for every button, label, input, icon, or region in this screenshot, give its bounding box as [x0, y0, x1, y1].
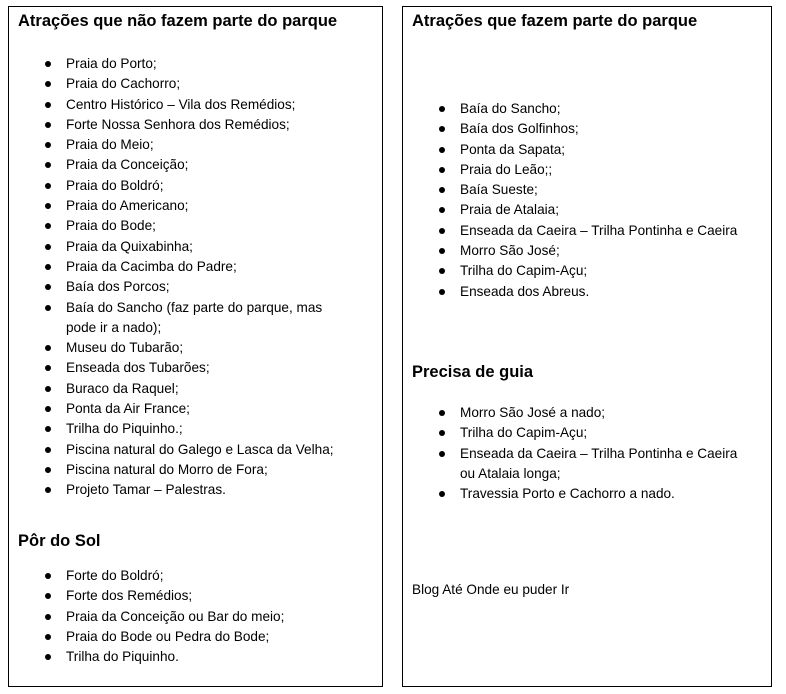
park-attractions-list — [403, 99, 737, 302]
list-item: Baía dos Porcos; — [9, 277, 334, 297]
list-item: Praia do Americano; — [9, 196, 334, 216]
list-item: Morro São José; — [403, 241, 737, 261]
left-column-box — [8, 6, 383, 687]
list-item: Travessia Porto e Cachorro a nado. — [403, 484, 737, 504]
list-item: Trilha do Capim-Açu; — [403, 423, 737, 443]
list-item: Centro Histórico – Vila dos Remédios; — [9, 95, 334, 115]
non-park-attractions-list — [9, 54, 334, 501]
list-item: Praia do Meio; — [9, 135, 334, 155]
list-item: Baía Sueste; — [403, 180, 737, 200]
list-item: Praia da Conceição ou Bar do meio; — [9, 607, 284, 627]
list-item: Ponta da Sapata; — [403, 140, 737, 160]
sunset-spots-list — [9, 566, 284, 667]
list-item: Piscina natural do Morro de Fora; — [9, 460, 334, 480]
list-item: Praia da Quixabinha; — [9, 237, 334, 257]
list-item: Trilha do Piquinho.; — [9, 419, 334, 439]
list-item: Piscina natural do Galego e Lasca da Velha; — [9, 440, 334, 460]
list-item: Praia do Cachorro; — [9, 74, 334, 94]
list-item: Baía dos Golfinhos; — [403, 119, 737, 139]
list-item: Praia do Boldró; — [9, 176, 334, 196]
list-item-line: Baía do Sancho (faz parte do parque, mas — [66, 299, 323, 315]
list-item — [9, 298, 334, 339]
list-item: Trilha do Capim-Açu; — [403, 261, 737, 281]
blog-credit: Blog Até Onde eu puder Ir — [412, 582, 570, 597]
guide-required-list — [403, 403, 737, 504]
list-item-line: Enseada da Caeira – Trilha Pontinha e Caeira — [460, 445, 738, 461]
list-item: Praia do Porto; — [9, 54, 334, 74]
right-column-box — [402, 6, 772, 687]
list-item: Enseada dos Abreus. — [403, 282, 737, 302]
list-item: Praia do Leão;; — [403, 160, 737, 180]
list-item: Praia da Conceição; — [9, 155, 334, 175]
list-item: Baía do Sancho; — [403, 99, 737, 119]
list-item: Praia de Atalaia; — [403, 200, 737, 220]
list-item: Praia do Bode; — [9, 216, 334, 236]
list-item-line: pode ir a nado); — [66, 319, 162, 335]
list-item: Ponta da Air France; — [9, 399, 334, 419]
list-item: Buraco da Raquel; — [9, 379, 334, 399]
sunset-heading: Pôr do Sol — [18, 532, 101, 550]
list-item: Museu do Tubarão; — [9, 338, 334, 358]
list-item: Forte do Boldró; — [9, 566, 284, 586]
list-item: Morro São José a nado; — [403, 403, 737, 423]
list-item — [403, 444, 737, 485]
list-item: Projeto Tamar – Palestras. — [9, 480, 334, 500]
park-attractions-heading: Atrações que fazem parte do parque — [412, 12, 698, 30]
list-item: Forte Nossa Senhora dos Remédios; — [9, 115, 334, 135]
list-item: Enseada da Caeira – Trilha Pontinha e Caeira — [403, 221, 737, 241]
list-item: Praia da Cacimba do Padre; — [9, 257, 334, 277]
list-item-line: ou Atalaia longa; — [460, 465, 561, 481]
list-item: Trilha do Piquinho. — [9, 647, 284, 667]
guide-required-heading: Precisa de guia — [412, 363, 534, 381]
non-park-attractions-heading: Atrações que não fazem parte do parque — [18, 12, 338, 30]
list-item: Praia do Bode ou Pedra do Bode; — [9, 627, 284, 647]
list-item: Forte dos Remédios; — [9, 586, 284, 606]
list-item: Enseada dos Tubarões; — [9, 358, 334, 378]
